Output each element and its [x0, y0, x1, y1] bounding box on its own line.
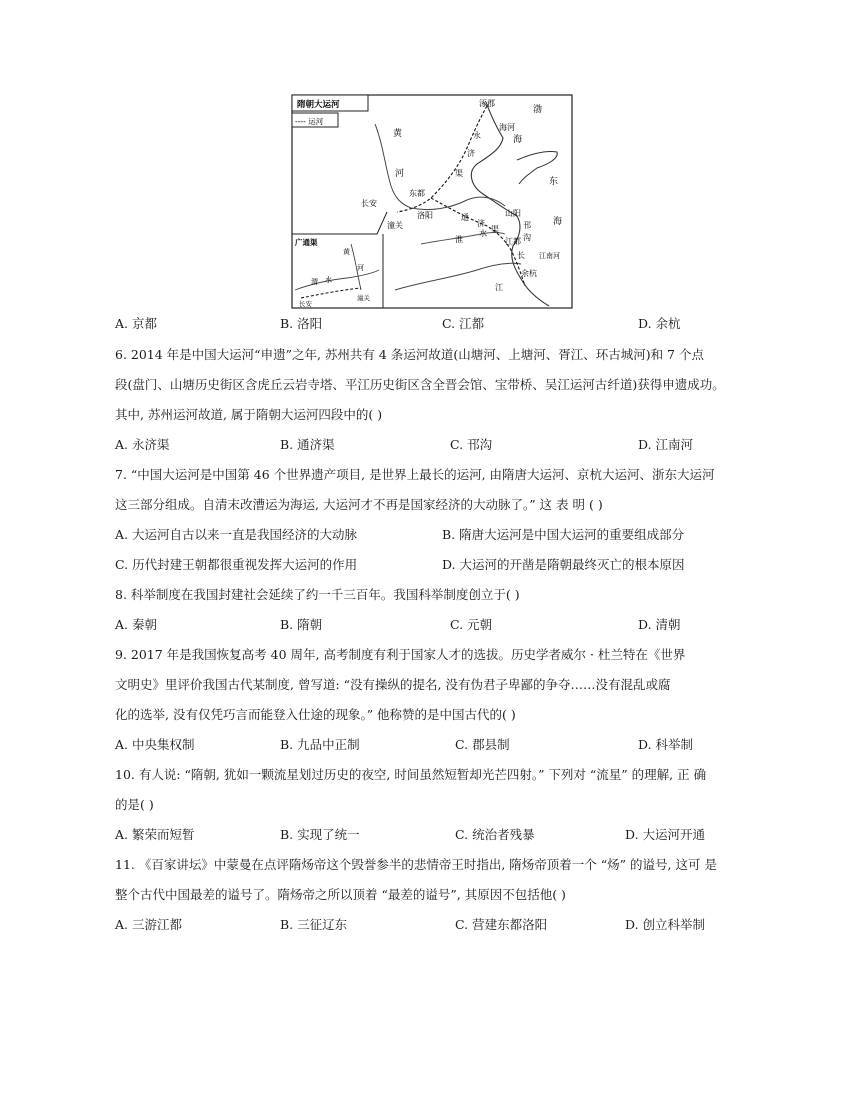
q10-option-d[interactable]: D. 大运河开通 [625, 827, 706, 842]
grand-canal-map [291, 94, 573, 309]
q7-line-1: 7. “中国大运河是中国第 46 个世界遗产项目, 是世界上最长的运河, 由隋唐大运河、京杭大运河、浙东大运河 [115, 467, 715, 482]
q8-option-d[interactable]: D. 清朝 [638, 617, 681, 632]
q6-option-a[interactable]: A. 永济渠 [115, 437, 170, 452]
q6-option-b[interactable]: B. 通济渠 [280, 437, 335, 452]
label-qu1: 渠 [455, 169, 463, 178]
label-chang: 长 [517, 251, 525, 260]
inset-label-tongguan: 潼关 [357, 294, 370, 302]
label-tong: 通 [461, 213, 469, 222]
label-luoyang: 洛阳 [417, 211, 433, 220]
map-svg [291, 94, 573, 309]
map-legend: ---- 运河 [295, 117, 324, 126]
q9-option-d[interactable]: D. 科举制 [638, 737, 694, 752]
label-he: 河 [395, 169, 405, 179]
q7-option-c[interactable]: C. 历代封建王朝都很重视发挥大运河的作用 [115, 557, 358, 572]
label-bo: 渤 [533, 105, 543, 115]
q10-option-a[interactable]: A. 繁荣而短暂 [115, 827, 195, 842]
q11-option-a[interactable]: A. 三游江都 [115, 917, 182, 932]
q8-option-b[interactable]: B. 隋朝 [280, 617, 323, 632]
label-yuhang: 余杭 [521, 269, 537, 278]
label-dong: 东 [549, 177, 559, 187]
q11-option-b[interactable]: B. 三征辽东 [280, 917, 348, 932]
label-gou: 沟 [523, 233, 531, 242]
q9-option-b[interactable]: B. 九品中正制 [280, 737, 360, 752]
inset-label-wei: 渭 [311, 278, 318, 286]
q5-option-b[interactable]: B. 洛阳 [280, 316, 323, 331]
q9-line-1: 9. 2017 年是我国恢复高考 40 周年, 高考制度有利于国家人才的选拔。历史学者威尔 · 杜兰特在《世界 [115, 647, 686, 662]
q10-option-c[interactable]: C. 统治者残暴 [455, 827, 535, 842]
q11-line-2: 整个古代中国最差的谥号了。隋炀帝之所以顶着 “最差的谥号”, 其原因不包括他( ) [115, 887, 566, 902]
label-yong: 永 [473, 131, 481, 140]
inset-label-shui: 水 [325, 276, 332, 284]
label-han: 邗 [523, 221, 531, 230]
q10-option-b[interactable]: B. 实现了统一 [280, 827, 360, 842]
inset-label-huang: 黄 [343, 248, 350, 256]
q8-line-1: 8. 科举制度在我国封建社会延续了约一千三百年。我国科举制度创立于( ) [115, 587, 520, 602]
q11-option-c[interactable]: C. 营建东都洛阳 [455, 917, 548, 932]
label-huang: 黄 [393, 129, 403, 139]
label-shanyang: 山阳 [505, 209, 521, 218]
q8-option-c[interactable]: C. 元朝 [450, 617, 493, 632]
q6-line-3: 其中, 苏州运河故道, 属于隋朝大运河四段中的( ) [115, 407, 383, 422]
map-title: 隋朝大运河 [297, 100, 340, 110]
q5-option-c[interactable]: C. 江都 [442, 316, 485, 331]
q8-option-a[interactable]: A. 秦朝 [115, 617, 157, 632]
q6-line-1: 6. 2014 年是中国大运河“申遗”之年, 苏州共有 4 条运河故道(山塘河、上塘河、胥江、环古城河)和 7 个点 [115, 347, 704, 362]
label-jiangdu: 江都 [505, 237, 521, 246]
q7-line-2: 这三部分组成。自清末改漕运为海运, 大运河才不再是国家经济的大动脉了。” 这 表 明 ( ) [115, 497, 603, 512]
q7-option-b[interactable]: B. 隋唐大运河是中国大运河的重要组成部分 [442, 527, 685, 542]
inset-label-changan: 长安 [299, 300, 312, 308]
q10-line-1: 10. 有人说: “隋朝, 犹如一颗流星划过历史的夜空, 时间虽然短暂却光芒四射。” 下列对 “流星” 的理解, 正 确 [115, 767, 707, 782]
label-tongguan: 潼关 [387, 221, 403, 230]
label-shui: 水 [479, 229, 487, 238]
label-huai: 淮 [455, 235, 463, 244]
label-haihe: 海河 [499, 123, 515, 132]
label-zhuojun: 涿郡 [479, 99, 495, 108]
inset-label-he: 河 [357, 264, 364, 272]
q9-line-3: 化的选举, 没有仅凭巧言而能登入仕途的现象。” 他称赞的是中国古代的( ) [115, 707, 516, 722]
q6-option-d[interactable]: D. 江南河 [638, 437, 694, 452]
label-dongdu: 东都 [409, 189, 425, 198]
q9-option-c[interactable]: C. 郡县制 [455, 737, 510, 752]
q6-option-c[interactable]: C. 邗沟 [450, 437, 493, 452]
inset-title: 广通渠 [295, 238, 318, 247]
label-jiangnan: 江南河 [539, 252, 560, 260]
q7-option-d[interactable]: D. 大运河的开凿是隋朝最终灭亡的根本原因 [442, 557, 685, 572]
label-changan: 长安 [361, 199, 377, 208]
q11-option-d[interactable]: D. 创立科举制 [625, 917, 706, 932]
q6-line-2: 段(盘门、山塘历史街区含虎丘云岩寺塔、平江历史街区含全晋会馆、宝带桥、吴江运河古纤道)获得申遗成功。 [115, 377, 725, 392]
q7-option-a[interactable]: A. 大运河自古以来一直是我国经济的大动脉 [115, 527, 357, 542]
q9-line-2: 文明史》里评价我国古代某制度, 曾写道: “没有操纵的提名, 没有伪君子卑鄙的争夺……没有混乱或腐 [115, 677, 671, 692]
label-qu2: 渠 [491, 225, 499, 234]
label-jiang: 江 [495, 283, 503, 292]
q5-option-a[interactable]: A. 京都 [115, 316, 157, 331]
label-ji2: 济 [477, 219, 485, 228]
label-ji: 济 [467, 149, 475, 158]
q9-option-a[interactable]: A. 中央集权制 [115, 737, 195, 752]
q10-line-2: 的是( ) [115, 797, 154, 812]
label-hai2: 海 [553, 217, 563, 227]
q5-option-d[interactable]: D. 余杭 [638, 316, 681, 331]
q11-line-1: 11. 《百家讲坛》中蒙曼在点评隋炀帝这个毁誉参半的悲情帝王时指出, 隋炀帝顶着一个 “炀” 的谥号, 这可 是 [115, 857, 717, 872]
label-hai1: 海 [513, 135, 523, 145]
